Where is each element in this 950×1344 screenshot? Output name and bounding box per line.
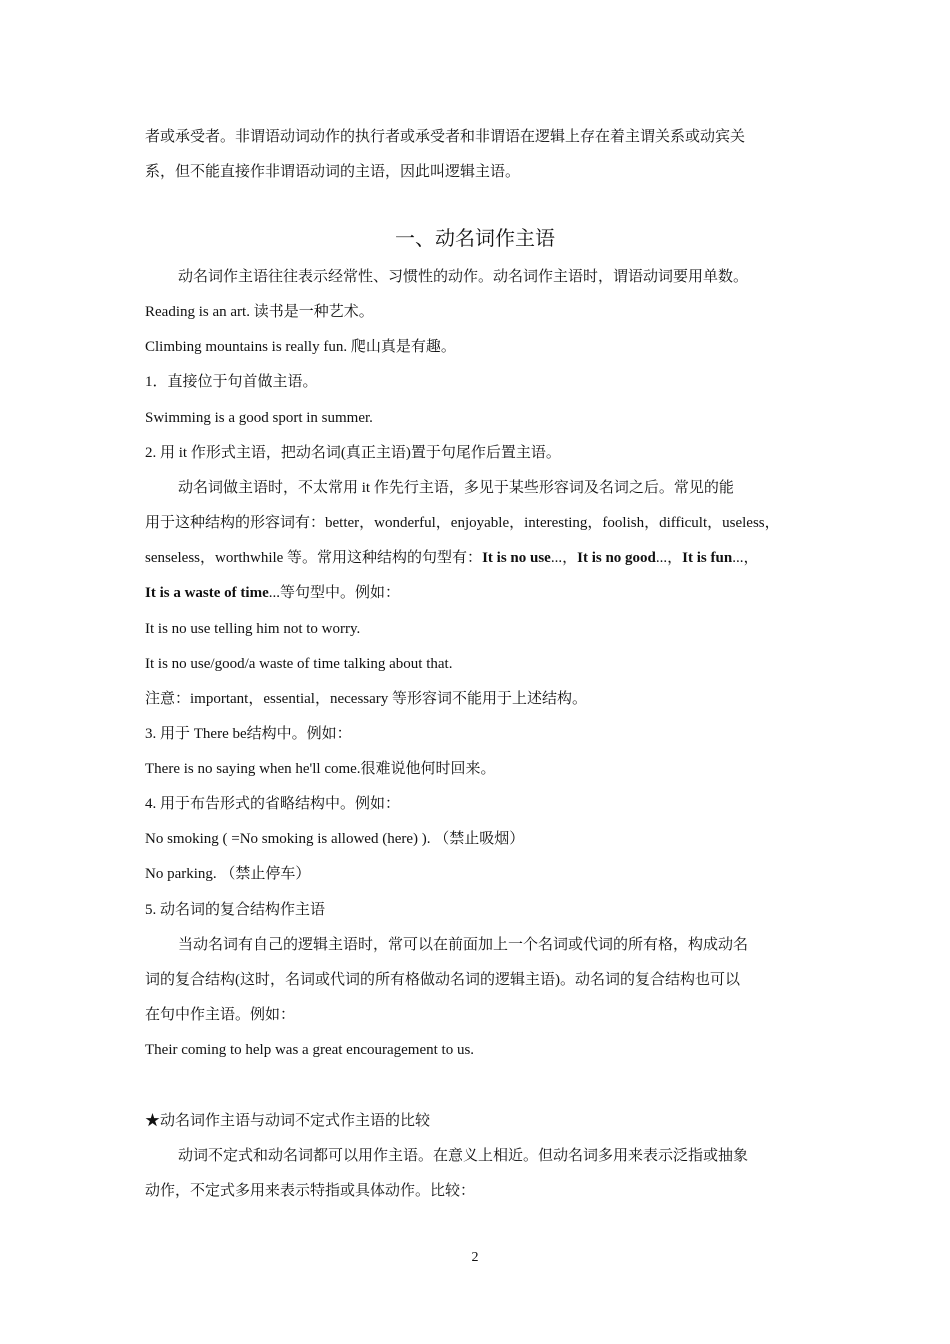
list-item-2: 2. 用 it 作形式主语，把动名词(真正主语)置于句尾作后置主语。: [145, 445, 561, 461]
paragraph-4-line-1: 动词不定式和动名词都可以用作主语。在意义上相近。但动名词多用来表示泛指或抽象: [178, 1148, 749, 1164]
paragraph-1: 动名词作主语往往表示经常性、习惯性的动作。动名词作主语时，谓语动词要用单数。: [178, 269, 749, 285]
paragraph-2-line-3: [145, 548, 758, 568]
separator: ...，: [732, 550, 759, 566]
paragraph-3-line-3: 在句中作主语。例如：: [145, 1007, 296, 1023]
example-1: Reading is an art. 读书是一种艺术。: [145, 304, 374, 320]
section-title: 一、动名词作主语: [395, 226, 555, 250]
paragraph-4-line-2: 动作，不定式多用来表示特指或具体动作。比较：: [145, 1183, 476, 1199]
separator: ...，: [655, 550, 683, 566]
paragraph-2-line-2: 用于这种结构的形容词有：better，wonderful，enjoyable，interesting，foolish，difficult，useless，: [145, 515, 780, 531]
compare-title: ★动名词作主语与动词不定式作主语的比较: [145, 1113, 431, 1129]
pattern-waste-of-time: It is a waste of time: [145, 585, 269, 601]
paragraph-2-text: senseless，worthwhile 等。常用这种结构的句型有：: [145, 550, 483, 566]
list-item-4: 4. 用于布告形式的省略结构中。例如：: [145, 796, 401, 812]
example-5: It is no use/good/a waste of time talking about that.: [145, 656, 453, 672]
list-item-1: 1．直接位于句首做主语。: [145, 374, 318, 390]
pattern-no-use: It is no use: [482, 550, 551, 566]
pattern-no-good: It is no good: [577, 550, 656, 566]
example-4: It is no use telling him not to worry.: [145, 621, 361, 637]
paragraph-2-line-4: [145, 583, 400, 603]
intro-line-1: 者或承受者。非谓语动词动作的执行者或承受者和非谓语在逻辑上存在着主谓关系或动宾关: [145, 129, 746, 145]
example-2: Climbing mountains is really fun. 爬山真是有趣。: [145, 339, 456, 355]
note: 注意：important，essential，necessary 等形容词不能用于上述结构。: [145, 691, 588, 707]
paragraph-2-tail: ...等句型中。例如：: [268, 585, 400, 601]
paragraph-2-line-1: 动名词做主语时，不太常用 it 作先行主语，多见于某些形容词及名词之后。常见的能: [178, 480, 734, 496]
pattern-fun: It is fun: [682, 550, 733, 566]
example-7: No smoking ( =No smoking is allowed (here) ). （禁止吸烟）: [145, 831, 525, 847]
example-8: No parking. （禁止停车）: [145, 866, 311, 882]
intro-line-2: 系，但不能直接作非谓语动词的主语，因此叫逻辑主语。: [145, 164, 521, 180]
list-item-3: 3. 用于 There be结构中。例如：: [145, 726, 352, 742]
list-item-5: 5. 动名词的复合结构作主语: [145, 902, 326, 918]
paragraph-3-line-1: 当动名词有自己的逻辑主语时，常可以在前面加上一个名词或代词的所有格，构成动名: [178, 937, 749, 953]
separator: ...，: [550, 550, 578, 566]
example-6: There is no saying when he'll come.很难说他何时回来。: [145, 761, 496, 777]
example-3: Swimming is a good sport in summer.: [145, 410, 373, 426]
paragraph-3-line-2: 词的复合结构(这时，名词或代词的所有格做动名词的逻辑主语)。动名词的复合结构也可以: [145, 972, 740, 988]
example-9: Their coming to help was a great encouragement to us.: [145, 1042, 475, 1058]
page-number: 2: [471, 1250, 479, 1265]
